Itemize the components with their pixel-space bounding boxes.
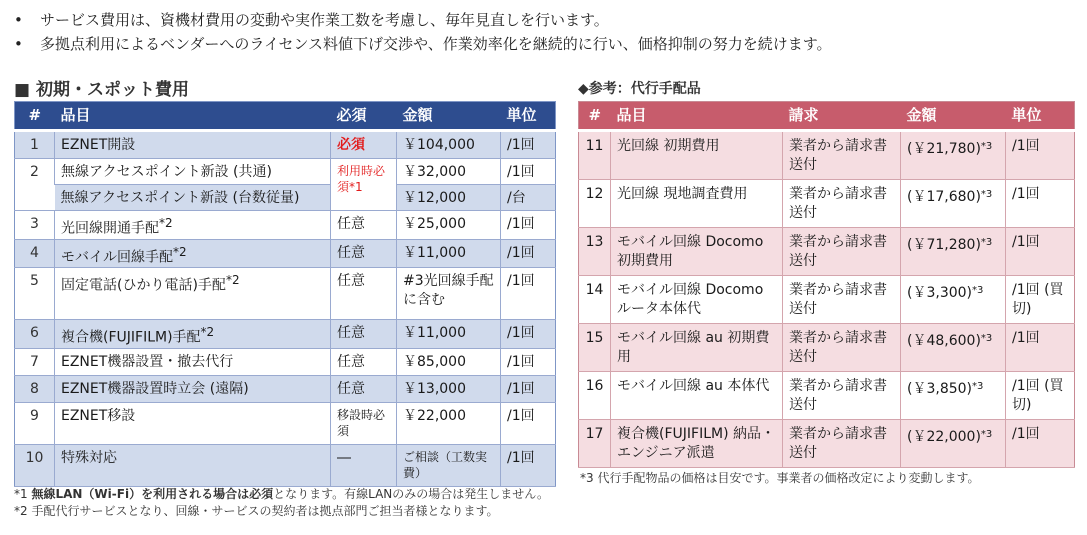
table-row xyxy=(15,348,556,375)
row-price-cell xyxy=(901,324,1006,372)
row-item: 光回線 初期費用 xyxy=(611,131,783,180)
row-number: 16 xyxy=(579,372,611,420)
row-item: 光回線開通手配 xyxy=(61,220,159,237)
row-item: モバイル回線 Docomo ルータ本体代 xyxy=(611,276,783,324)
table-row xyxy=(579,372,1075,420)
row-item: EZNET機器設置時立会 (遠隔) xyxy=(55,375,331,402)
table-row xyxy=(579,228,1075,276)
row-required: 任意 xyxy=(331,375,397,402)
table-row xyxy=(15,185,556,211)
row-item: EZNET開設 xyxy=(55,131,331,159)
row-number: 13 xyxy=(579,228,611,276)
table-row xyxy=(579,324,1075,372)
column-header-required: 必須 xyxy=(331,102,397,131)
row-price: #3光回線手配に含む xyxy=(397,268,501,320)
table-row xyxy=(15,444,556,486)
row-billing: 業者から請求書送付 xyxy=(783,180,901,228)
row-number: 12 xyxy=(579,180,611,228)
row-unit: /1回 xyxy=(1006,420,1075,468)
row-item-cell xyxy=(55,211,331,240)
row-item: モバイル回線手配 xyxy=(61,249,173,266)
row-item: EZNET移設 xyxy=(55,402,331,444)
table-header-row xyxy=(579,102,1075,131)
row-unit: /1回 xyxy=(501,320,556,349)
row-number: 5 xyxy=(15,268,55,320)
footnote-marker: *3 xyxy=(980,333,993,344)
row-item: 複合機(FUJIFILM)手配 xyxy=(61,329,201,346)
table-row xyxy=(579,131,1075,180)
bullet-dot: • xyxy=(14,35,23,53)
table-header-row xyxy=(15,102,556,131)
row-unit: /1回 xyxy=(501,402,556,444)
footnote-marker: *3 xyxy=(980,237,993,248)
footnote-2: *2 手配代行サービスとなり、回線・サービスの契約者は拠点部門ご担当者様となります。 xyxy=(14,504,499,518)
table-row xyxy=(15,320,556,349)
column-header-billing: 請求 xyxy=(783,102,901,131)
row-required: ― xyxy=(331,444,397,486)
row-unit: /台 xyxy=(501,185,556,211)
row-price: (￥3,300) xyxy=(907,285,973,301)
row-item: 複合機(FUJIFILM) 納品・エンジニア派遣 xyxy=(611,420,783,468)
row-price: ￥32,000 xyxy=(397,159,501,185)
row-item: モバイル回線 Docomo 初期費用 xyxy=(611,228,783,276)
row-item: 固定電話(ひかり電話)手配 xyxy=(61,277,226,294)
row-number: 7 xyxy=(15,348,55,375)
row-required: 利用時必須*1 xyxy=(331,159,397,211)
row-unit: /1回 xyxy=(501,375,556,402)
table-row xyxy=(15,402,556,444)
intro-bullets xyxy=(14,8,1074,56)
row-number: 3 xyxy=(15,211,55,240)
row-price: ￥11,000 xyxy=(397,239,501,268)
row-item: 無線アクセスポイント新設 (台数従量) xyxy=(55,185,331,211)
row-required: 任意 xyxy=(331,348,397,375)
row-price-cell xyxy=(901,131,1006,180)
row-price: ￥13,000 xyxy=(397,375,501,402)
table-row xyxy=(15,375,556,402)
row-price: ￥85,000 xyxy=(397,348,501,375)
bullet-text: 多拠点利用によるベンダーへのライセンス料値下げ交渉や、作業効率化を継続的に行い、価格抑制の努力を続けます。 xyxy=(40,35,832,53)
column-header-price: 金額 xyxy=(901,102,1006,131)
row-unit: /1回 xyxy=(1006,324,1075,372)
row-price-cell xyxy=(901,420,1006,468)
proxy-items-table xyxy=(578,101,1075,468)
row-number: 8 xyxy=(15,375,55,402)
row-number: 2 xyxy=(15,159,55,211)
footnote-1-bold: 無線LAN（Wi-Fi）を利用される場合は必須 xyxy=(31,487,274,501)
row-number: 9 xyxy=(15,402,55,444)
row-unit: /1回 xyxy=(501,239,556,268)
row-unit: /1回 xyxy=(501,211,556,240)
footnote-marker: *2 xyxy=(225,273,240,288)
row-number: 17 xyxy=(579,420,611,468)
row-billing: 業者から請求書送付 xyxy=(783,228,901,276)
initial-spot-fees-table xyxy=(14,101,556,487)
row-number: 15 xyxy=(579,324,611,372)
row-item: EZNET機器設置・撤去代行 xyxy=(55,348,331,375)
row-unit: /1回 xyxy=(501,131,556,159)
table-row xyxy=(579,420,1075,468)
footnote-1-prefix: *1 xyxy=(14,487,32,501)
row-price-cell xyxy=(901,276,1006,324)
row-required: 任意 xyxy=(331,268,397,320)
row-number: 6 xyxy=(15,320,55,349)
row-unit: /1回 xyxy=(1006,228,1075,276)
row-billing: 業者から請求書送付 xyxy=(783,324,901,372)
row-unit: /1回 xyxy=(501,444,556,486)
row-required: 任意 xyxy=(331,211,397,240)
footnote-marker: *2 xyxy=(159,216,173,230)
row-unit: /1回 xyxy=(1006,131,1075,180)
row-price: (￥22,000) xyxy=(907,429,981,445)
footnote-marker: *3 xyxy=(972,285,984,296)
row-unit: /1回 (買切) xyxy=(1006,372,1075,420)
footnote-1 xyxy=(14,486,549,503)
row-item: 光回線 現地調査費用 xyxy=(611,180,783,228)
column-header-unit: 単位 xyxy=(501,102,556,131)
row-required: 任意 xyxy=(331,320,397,349)
table-row xyxy=(579,180,1075,228)
row-price-cell xyxy=(901,180,1006,228)
bullet-text: サービス費用は、資機材費用の変動や実作業工数を考慮し、毎年見直しを行います。 xyxy=(40,11,609,29)
row-price: ￥104,000 xyxy=(397,131,501,159)
footnote-3: *3 代行手配物品の価格は目安です。事業者の価格改定により変動します。 xyxy=(580,471,980,485)
row-billing: 業者から請求書送付 xyxy=(783,420,901,468)
row-billing: 業者から請求書送付 xyxy=(783,372,901,420)
bullet-item xyxy=(14,32,1074,56)
proxy-items-title: ◆参考：代行手配品 xyxy=(578,81,701,97)
row-billing: 業者から請求書送付 xyxy=(783,276,901,324)
row-price: ご相談（工数実費） xyxy=(397,444,501,486)
table-row xyxy=(579,276,1075,324)
row-item: 特殊対応 xyxy=(55,444,331,486)
footnote-marker: *3 xyxy=(980,189,993,200)
row-price: (￥3,850) xyxy=(907,381,973,397)
footnote-1-rest: となります。有線LANのみの場合は発生しません。 xyxy=(273,487,549,501)
column-header-item: 品目 xyxy=(55,102,331,131)
row-price: ￥12,000 xyxy=(397,185,501,211)
row-price: (￥48,600) xyxy=(907,333,981,349)
row-unit: /1回 (買切) xyxy=(1006,276,1075,324)
row-price: (￥71,280) xyxy=(907,237,981,253)
footnote-marker: *2 xyxy=(173,244,187,259)
row-number: 14 xyxy=(579,276,611,324)
row-required: 必須 xyxy=(331,131,397,159)
row-required: 任意 xyxy=(331,239,397,268)
row-number: 4 xyxy=(15,239,55,268)
row-price: ￥22,000 xyxy=(397,402,501,444)
row-item: モバイル回線 au 本体代 xyxy=(611,372,783,420)
row-billing: 業者から請求書送付 xyxy=(783,131,901,180)
row-price-cell xyxy=(901,228,1006,276)
row-item-cell xyxy=(55,268,331,320)
bullet-dot: • xyxy=(14,11,23,29)
initial-spot-fees-title: ■ 初期・スポット費用 xyxy=(14,80,189,100)
footnote-marker: *2 xyxy=(200,325,215,340)
row-item: モバイル回線 au 初期費用 xyxy=(611,324,783,372)
table-row xyxy=(15,131,556,159)
footnote-marker: *3 xyxy=(980,429,993,440)
footnote-marker: *3 xyxy=(980,141,993,152)
row-price: ￥25,000 xyxy=(397,211,501,240)
row-unit: /1回 xyxy=(501,268,556,320)
row-unit: /1回 xyxy=(501,159,556,185)
row-item-cell xyxy=(55,239,331,268)
table-row xyxy=(15,239,556,268)
row-number: 11 xyxy=(579,131,611,180)
row-price-cell xyxy=(901,372,1006,420)
column-header-number: # xyxy=(15,102,55,131)
row-unit: /1回 xyxy=(1006,180,1075,228)
row-number: 1 xyxy=(15,131,55,159)
table-row xyxy=(15,159,556,185)
row-required: 移設時必須 xyxy=(331,402,397,444)
row-price: ￥11,000 xyxy=(397,320,501,349)
column-header-item: 品目 xyxy=(611,102,783,131)
column-header-number: # xyxy=(579,102,611,131)
bullet-item xyxy=(14,8,1074,32)
row-price: (￥21,780) xyxy=(907,141,981,157)
table-row xyxy=(15,268,556,320)
row-item-cell xyxy=(55,320,331,349)
row-item: 無線アクセスポイント新設 (共通) xyxy=(55,159,331,185)
row-price: (￥17,680) xyxy=(907,189,981,205)
table-row xyxy=(15,211,556,240)
column-header-unit: 単位 xyxy=(1006,102,1075,131)
row-number: 10 xyxy=(15,444,55,486)
footnote-marker: *3 xyxy=(972,381,984,392)
column-header-price: 金額 xyxy=(397,102,501,131)
row-unit: /1回 xyxy=(501,348,556,375)
